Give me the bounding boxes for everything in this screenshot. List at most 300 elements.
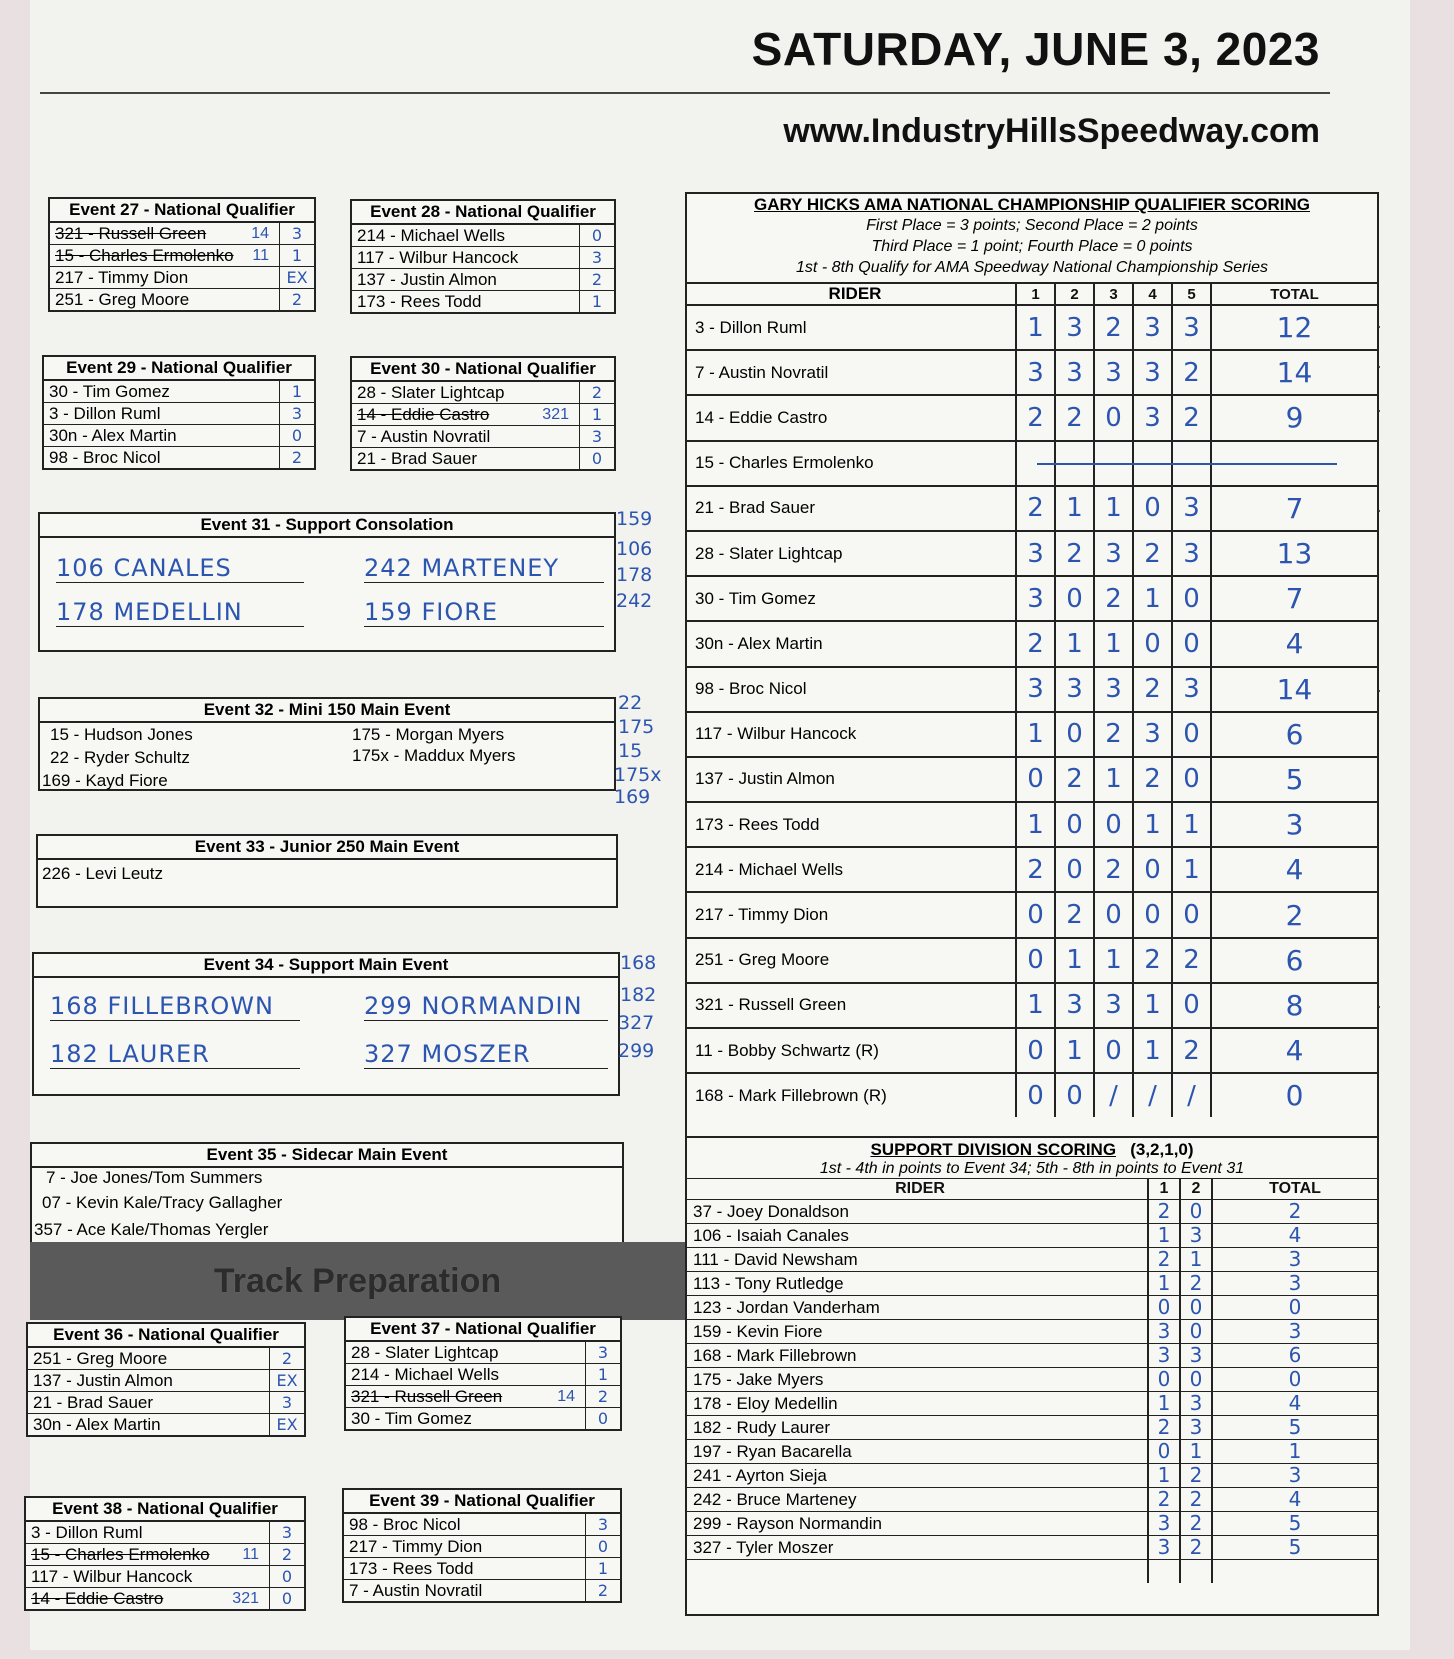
support-heat-score: 1 xyxy=(1149,1224,1181,1247)
qualifier-rider-name: 30n - Alex Martin xyxy=(49,426,177,445)
qualifier-row xyxy=(344,1536,620,1558)
heat-score: 0 xyxy=(1056,848,1095,891)
qualifier-result: 2 xyxy=(591,270,603,289)
heat-score: 3 xyxy=(1134,713,1173,756)
support-rider-name: 242 - Bruce Marteney xyxy=(687,1488,1149,1511)
support-rider-name: 106 - Isaiah Canales xyxy=(687,1224,1149,1247)
event-title: Event 38 - National Qualifier xyxy=(26,1498,304,1522)
rider-name: 251 - Greg Moore xyxy=(687,939,1017,982)
scoring-title: GARY HICKS AMA NATIONAL CHAMPIONSHIP QUALIFIER SCORING xyxy=(754,195,1310,214)
qualifier-result: 3 xyxy=(591,248,603,267)
rider-name: 28 - Slater Lightcap xyxy=(687,532,1017,575)
heat-score: 1 xyxy=(1056,939,1095,982)
heat-score: 0 xyxy=(1173,893,1212,936)
event-37-box xyxy=(344,1316,622,1431)
heat-score: 2 xyxy=(1095,713,1134,756)
qualifier-rider-name: 15 - Charles Ermolenko xyxy=(31,1545,210,1564)
support-heat-score: 0 xyxy=(1181,1296,1213,1319)
total-score: 8 xyxy=(1285,988,1304,1022)
qualifier-row xyxy=(26,1566,304,1588)
championship-scoring-table xyxy=(685,192,1379,1616)
qualifier-result: 3 xyxy=(291,224,303,243)
support-header-cell: 1 xyxy=(1149,1179,1181,1199)
qualifier-result: EX xyxy=(276,1371,298,1390)
qualifier-rider-name: 21 - Brad Sauer xyxy=(33,1393,154,1412)
heat-score: 3 xyxy=(1056,351,1095,394)
rider-name: 173 - Rees Todd xyxy=(687,803,1017,846)
support-total: 5 xyxy=(1288,1415,1302,1439)
qualifier-rider xyxy=(50,223,280,244)
heat-score: 0 xyxy=(1056,577,1095,620)
rider-name: 14 - Eddie Castro xyxy=(687,396,1017,439)
qualifier-rider-name: 321 - Russell Green xyxy=(55,224,207,243)
qualifier-rider-name: 173 - Rees Todd xyxy=(357,292,482,311)
qualifier-row xyxy=(44,381,314,403)
heat-score: 1 xyxy=(1017,984,1056,1027)
support-rider-name: 168 - Mark Fillebrown xyxy=(687,1344,1149,1367)
qualifier-row xyxy=(346,1408,620,1429)
heat-score: 0 xyxy=(1056,803,1095,846)
track-preparation-banner xyxy=(30,1242,685,1320)
support-rider-name: 113 - Tony Rutledge xyxy=(687,1272,1149,1295)
event-title: Event 39 - National Qualifier xyxy=(344,1490,620,1514)
heat-score: 2 xyxy=(1056,396,1095,439)
support-rider-row xyxy=(687,1439,1377,1463)
qualifier-result: 2 xyxy=(291,290,303,309)
margin-dot: · xyxy=(1376,500,1382,520)
handwritten-sub-note: 14 xyxy=(557,1388,575,1405)
qualifier-result: 3 xyxy=(591,427,603,446)
qualifier-rider-name: 98 - Broc Nicol xyxy=(349,1515,461,1534)
heat-score: 1 xyxy=(1095,939,1134,982)
support-heat-score: 3 xyxy=(1181,1344,1213,1367)
support-heat-score: 0 xyxy=(1181,1320,1213,1343)
event-33-title: Event 33 - Junior 250 Main Event xyxy=(38,836,616,860)
support-total: 4 xyxy=(1288,1487,1302,1511)
heat-score: 0 xyxy=(1134,893,1173,936)
heat-score: 3 xyxy=(1095,668,1134,711)
event-35-box xyxy=(30,1142,624,1246)
qualifier-result: 0 xyxy=(291,426,303,445)
support-rider-name: 111 - David Newsham xyxy=(687,1248,1149,1271)
heat-score: 3 xyxy=(1095,532,1134,575)
qualifier-rider xyxy=(44,425,280,446)
heat-score: 1 xyxy=(1134,577,1173,620)
rider-score-row xyxy=(687,530,1377,575)
qualifier-result: 1 xyxy=(291,246,303,265)
qualifier-rider xyxy=(352,382,580,403)
rider-name: 15 - Charles Ermolenko xyxy=(687,442,1017,485)
grid-header-cell: 3 xyxy=(1095,284,1134,304)
qualifier-row xyxy=(346,1364,620,1386)
heat-score: 2 xyxy=(1095,577,1134,620)
support-heat-score: 3 xyxy=(1149,1536,1181,1559)
heat-score: 3 xyxy=(1095,351,1134,394)
qualifier-rider-name: 30n - Alex Martin xyxy=(33,1415,161,1434)
event-32-entry: 22 - Ryder Schultz xyxy=(50,748,190,767)
date-title: SATURDAY, JUNE 3, 2023 xyxy=(751,23,1320,75)
total-score: 9 xyxy=(1285,401,1304,435)
qualifier-result: 3 xyxy=(281,1523,293,1542)
heat-score: 0 xyxy=(1095,396,1134,439)
heat-score: 3 xyxy=(1056,306,1095,349)
support-rider-row xyxy=(687,1391,1377,1415)
support-heat-score: 2 xyxy=(1181,1488,1213,1511)
support-heat-score: 2 xyxy=(1181,1272,1213,1295)
heat-score: 0 xyxy=(1173,984,1212,1027)
qualifier-result: 2 xyxy=(591,383,603,402)
heat-score: 2 xyxy=(1017,622,1056,665)
qualifier-row xyxy=(28,1370,304,1392)
event-31-entry: 242 MARTENEY xyxy=(364,554,604,583)
heat-score: 2 xyxy=(1017,487,1056,530)
qualifier-rider xyxy=(28,1392,270,1413)
event-28-box xyxy=(350,199,616,314)
support-total: 0 xyxy=(1288,1367,1302,1391)
e34-side-note: 182 xyxy=(620,984,657,1006)
heat-score: 1 xyxy=(1173,803,1212,846)
rider-name: 321 - Russell Green xyxy=(687,984,1017,1027)
e34-side-note: 168 xyxy=(620,952,657,974)
event-32-title: Event 32 - Mini 150 Main Event xyxy=(40,699,614,723)
qualifier-result: 3 xyxy=(597,1515,609,1534)
qualifier-result: 1 xyxy=(597,1365,609,1384)
heat-score: 1 xyxy=(1095,487,1134,530)
heat-score: 2 xyxy=(1173,939,1212,982)
event-31-title: Event 31 - Support Consolation xyxy=(40,514,614,538)
qualifier-result: 2 xyxy=(281,1349,293,1368)
support-rider-row xyxy=(687,1535,1377,1559)
rider-score-row xyxy=(687,756,1377,801)
rider-name: 3 - Dillon Ruml xyxy=(687,306,1017,349)
rider-name: 137 - Justin Almon xyxy=(687,758,1017,801)
qualifier-rider-name: 173 - Rees Todd xyxy=(349,1559,474,1578)
qualifier-result: 0 xyxy=(591,226,603,245)
support-title: SUPPORT DIVISION SCORING xyxy=(870,1140,1117,1159)
support-heat-score: 2 xyxy=(1149,1200,1181,1223)
qualifier-row xyxy=(50,267,314,289)
scoring-rule-1: First Place = 3 points; Second Place = 2 points xyxy=(866,217,1198,234)
qualifier-row xyxy=(50,289,314,310)
heat-score: 3 xyxy=(1173,306,1212,349)
qualifier-rider xyxy=(28,1414,270,1435)
total-score: 5 xyxy=(1285,762,1304,796)
qualifier-rider-name: 3 - Dillon Ruml xyxy=(31,1523,143,1542)
heat-score: 2 xyxy=(1056,532,1095,575)
e32-side-note: 175x xyxy=(614,764,662,786)
support-rider-row xyxy=(687,1247,1377,1271)
rider-score-row xyxy=(687,982,1377,1027)
rider-name: 168 - Mark Fillebrown (R) xyxy=(687,1074,1017,1117)
support-total: 1 xyxy=(1288,1439,1302,1463)
heat-score: 3 xyxy=(1173,487,1212,530)
qualifier-row xyxy=(44,425,314,447)
qualifier-rider xyxy=(44,447,280,468)
event-32-entry: 175x - Maddux Myers xyxy=(352,746,516,765)
support-rider-name: 327 - Tyler Moszer xyxy=(687,1536,1149,1559)
event-title: Event 29 - National Qualifier xyxy=(44,357,314,381)
e31-side-note: 242 xyxy=(616,590,653,612)
heat-score: 0 xyxy=(1095,803,1134,846)
qualifier-result: 0 xyxy=(281,1567,293,1586)
support-header-row xyxy=(687,1178,1377,1199)
qualifier-rider-name: 14 - Eddie Castro xyxy=(31,1589,164,1608)
event-35-entry: 07 - Kevin Kale/Tracy Gallagher xyxy=(42,1193,283,1212)
event-38-box xyxy=(24,1496,306,1611)
rider-score-row xyxy=(687,349,1377,394)
heat-score: 0 xyxy=(1095,893,1134,936)
total-score: 14 xyxy=(1276,356,1313,390)
event-34-box xyxy=(32,952,620,1096)
support-heat-score: 1 xyxy=(1149,1464,1181,1487)
e32-side-note: 15 xyxy=(618,740,643,762)
margin-dot: · xyxy=(1376,680,1382,700)
heat-score: 3 xyxy=(1017,668,1056,711)
qualifier-rider xyxy=(344,1580,586,1601)
e31-side-note: 159 xyxy=(616,508,653,530)
support-heat-score: 3 xyxy=(1181,1224,1213,1247)
qualifier-row xyxy=(352,291,614,312)
heat-score: 1 xyxy=(1134,984,1173,1027)
support-header-cell: RIDER xyxy=(687,1179,1149,1199)
support-total: 4 xyxy=(1288,1391,1302,1415)
qualifier-rider-name: 7 - Austin Novratil xyxy=(349,1581,483,1600)
support-heat-score: 3 xyxy=(1181,1416,1213,1439)
qualifier-row xyxy=(50,223,314,245)
grid-header-row xyxy=(687,282,1377,304)
event-35-title: Event 35 - Sidecar Main Event xyxy=(32,1144,622,1168)
qualifier-row xyxy=(44,403,314,425)
handwritten-sub-note: 321 xyxy=(232,1590,259,1607)
rider-name: 214 - Michael Wells xyxy=(687,848,1017,891)
qualifier-row xyxy=(44,447,314,468)
total-score: 7 xyxy=(1285,582,1304,616)
event-34-entry: 299 NORMANDIN xyxy=(364,992,608,1021)
qualifier-row xyxy=(352,426,614,448)
qualifier-row xyxy=(352,247,614,269)
championship-grid xyxy=(687,282,1377,1117)
qualifier-rider-name: 28 - Slater Lightcap xyxy=(351,1343,499,1362)
support-header-cell: TOTAL xyxy=(1269,1180,1321,1197)
rider-score-row xyxy=(687,937,1377,982)
grid-header-cell: 5 xyxy=(1173,284,1212,304)
support-total: 3 xyxy=(1288,1319,1302,1343)
qualifier-rider xyxy=(26,1566,270,1587)
total-score: 13 xyxy=(1276,537,1313,571)
heat-score: 3 xyxy=(1173,532,1212,575)
qualifier-rider-name: 217 - Timmy Dion xyxy=(349,1537,483,1556)
support-heat-score: 3 xyxy=(1149,1512,1181,1535)
margin-dot: · xyxy=(1376,996,1382,1016)
support-heat-score: 3 xyxy=(1181,1392,1213,1415)
heat-score: 0 xyxy=(1173,622,1212,665)
support-total: 3 xyxy=(1288,1271,1302,1295)
heat-score: 3 xyxy=(1095,984,1134,1027)
heat-score: 0 xyxy=(1017,758,1056,801)
heat-score: 1 xyxy=(1134,803,1173,846)
qualifier-rider xyxy=(344,1558,586,1579)
total-score: 4 xyxy=(1285,627,1304,661)
track-preparation-label: Track Preparation xyxy=(213,1262,502,1300)
event-32-box xyxy=(38,697,616,791)
qualifier-result: 0 xyxy=(281,1589,293,1608)
support-heat-score: 2 xyxy=(1181,1512,1213,1535)
support-rider-name: 178 - Eloy Medellin xyxy=(687,1392,1149,1415)
e32-side-note: 22 xyxy=(618,692,643,714)
support-rider-row xyxy=(687,1511,1377,1535)
event-29-box xyxy=(42,355,316,470)
rider-name: 21 - Brad Sauer xyxy=(687,487,1017,530)
qualifier-rider xyxy=(352,404,580,425)
margin-dot: · xyxy=(1376,316,1382,336)
qualifier-result: 3 xyxy=(281,1393,293,1412)
qualifier-rider-name: 217 - Timmy Dion xyxy=(55,268,189,287)
support-rider-row xyxy=(687,1295,1377,1319)
qualifier-row xyxy=(352,225,614,247)
support-rider-name: 175 - Jake Myers xyxy=(687,1368,1149,1391)
support-total: 6 xyxy=(1288,1343,1302,1367)
event-35-entry: 357 - Ace Kale/Thomas Yergler xyxy=(34,1220,269,1239)
support-total: 0 xyxy=(1288,1295,1302,1319)
margin-dot: · xyxy=(1376,356,1382,376)
heat-score: 2 xyxy=(1017,396,1056,439)
support-rider-row xyxy=(687,1487,1377,1511)
heat-score: / xyxy=(1134,1074,1173,1117)
total-score: 0 xyxy=(1285,1079,1304,1113)
rider-score-row xyxy=(687,666,1377,711)
grid-header-cell: 4 xyxy=(1134,284,1173,304)
qualifier-row xyxy=(352,269,614,291)
qualifier-row xyxy=(28,1414,304,1435)
heat-score: / xyxy=(1095,1074,1134,1117)
qualifier-rider xyxy=(28,1370,270,1391)
qualifier-result: 3 xyxy=(597,1343,609,1362)
qualifier-row xyxy=(50,245,314,267)
support-heat-score: 0 xyxy=(1149,1368,1181,1391)
total-score: 4 xyxy=(1285,853,1304,887)
event-title: Event 37 - National Qualifier xyxy=(346,1318,620,1342)
qualifier-rider-name: 251 - Greg Moore xyxy=(33,1349,168,1368)
support-subtitle: 1st - 4th in points to Event 34; 5th - 8th in points to Event 31 xyxy=(819,1160,1245,1177)
support-rider-row xyxy=(687,1415,1377,1439)
rider-score-row xyxy=(687,440,1377,485)
rider-name: 217 - Timmy Dion xyxy=(687,893,1017,936)
qualifier-result: 2 xyxy=(597,1387,609,1406)
heat-score: 1 xyxy=(1056,1029,1095,1072)
support-rider-row xyxy=(687,1343,1377,1367)
scoring-rule-3: 1st - 8th Qualify for AMA Speedway National Championship Series xyxy=(796,259,1268,276)
heat-score: 0 xyxy=(1134,622,1173,665)
qualifier-rider-name: 21 - Brad Sauer xyxy=(357,449,478,468)
qualifier-result: 2 xyxy=(597,1581,609,1600)
qualifier-result: EX xyxy=(276,1415,298,1434)
qualifier-rider xyxy=(28,1348,270,1369)
heat-score: 0 xyxy=(1017,939,1056,982)
rider-score-row xyxy=(687,620,1377,665)
qualifier-row xyxy=(28,1348,304,1370)
support-total: 2 xyxy=(1288,1199,1302,1223)
event-31-entry: 159 FIORE xyxy=(364,598,604,627)
total-score: 3 xyxy=(1285,808,1304,842)
qualifier-rider xyxy=(346,1364,586,1385)
qualifier-rider xyxy=(50,245,280,266)
rider-score-row xyxy=(687,1027,1377,1072)
qualifier-row xyxy=(344,1514,620,1536)
support-heat-score: 0 xyxy=(1181,1368,1213,1391)
heat-score: / xyxy=(1173,1074,1212,1117)
event-31-entry: 106 CANALES xyxy=(56,554,304,583)
qualifier-row xyxy=(352,404,614,426)
heat-score: 3 xyxy=(1017,532,1056,575)
event-title: Event 36 - National Qualifier xyxy=(28,1324,304,1348)
qualifier-result: 0 xyxy=(591,449,603,468)
qualifier-row xyxy=(344,1580,620,1601)
total-score: 7 xyxy=(1285,491,1304,525)
support-rider-row xyxy=(687,1559,1377,1583)
heat-score: 1 xyxy=(1134,1029,1173,1072)
grid-header-cell: TOTAL xyxy=(1270,285,1319,303)
support-heat-score: 0 xyxy=(1149,1296,1181,1319)
rider-score-row xyxy=(687,1072,1377,1117)
qualifier-result: 3 xyxy=(291,404,303,423)
margin-dot: · xyxy=(1376,400,1382,420)
support-heat-score: 2 xyxy=(1149,1416,1181,1439)
heat-score: 0 xyxy=(1134,848,1173,891)
support-total xyxy=(1213,1560,1377,1583)
qualifier-rider xyxy=(346,1386,586,1407)
heat-score: 2 xyxy=(1173,396,1212,439)
qualifier-rider-name: 321 - Russell Green xyxy=(351,1387,503,1406)
qualifier-result: 2 xyxy=(291,448,303,467)
heat-score: 2 xyxy=(1134,532,1173,575)
heat-score: 2 xyxy=(1017,848,1056,891)
scratch-line xyxy=(1037,463,1337,465)
support-rider-row xyxy=(687,1199,1377,1223)
event-34-entry: 327 MOSZER xyxy=(364,1040,608,1069)
qualifier-rider-name: 137 - Justin Almon xyxy=(357,270,497,289)
qualifier-rider-name: 137 - Justin Almon xyxy=(33,1371,173,1390)
qualifier-rider-name: 30 - Tim Gomez xyxy=(351,1409,472,1428)
handwritten-sub-note: 11 xyxy=(242,1546,259,1563)
support-heat-score xyxy=(1149,1560,1181,1583)
qualifier-rider-name: 30 - Tim Gomez xyxy=(49,382,170,401)
support-total: 3 xyxy=(1288,1463,1302,1487)
e34-side-note: 299 xyxy=(618,1040,655,1062)
support-total: 3 xyxy=(1288,1247,1302,1271)
total-score: 4 xyxy=(1285,1034,1304,1068)
rider-name: 30n - Alex Martin xyxy=(687,622,1017,665)
support-rider-name: 182 - Rudy Laurer xyxy=(687,1416,1149,1439)
qualifier-rider-name: 117 - Wilbur Hancock xyxy=(31,1567,193,1586)
qualifier-rider-name: 117 - Wilbur Hancock xyxy=(357,248,519,267)
qualifier-result: 0 xyxy=(597,1409,609,1428)
handwritten-sub-note: 11 xyxy=(252,247,269,264)
heat-score: 3 xyxy=(1173,668,1212,711)
support-heat-score: 2 xyxy=(1181,1464,1213,1487)
rider-name: 7 - Austin Novratil xyxy=(687,351,1017,394)
support-heat-score xyxy=(1181,1560,1213,1583)
rider-name: 98 - Broc Nicol xyxy=(687,668,1017,711)
support-rider-name xyxy=(687,1560,1149,1583)
qualifier-rider xyxy=(352,269,580,290)
heat-score: 0 xyxy=(1134,487,1173,530)
support-heat-score: 1 xyxy=(1181,1440,1213,1463)
event-34-entry: 168 FILLEBROWN xyxy=(50,992,300,1021)
total-score: 2 xyxy=(1285,898,1304,932)
event-title: Event 28 - National Qualifier xyxy=(352,201,614,225)
qualifier-row xyxy=(352,448,614,469)
heat-score: 0 xyxy=(1056,1074,1095,1117)
